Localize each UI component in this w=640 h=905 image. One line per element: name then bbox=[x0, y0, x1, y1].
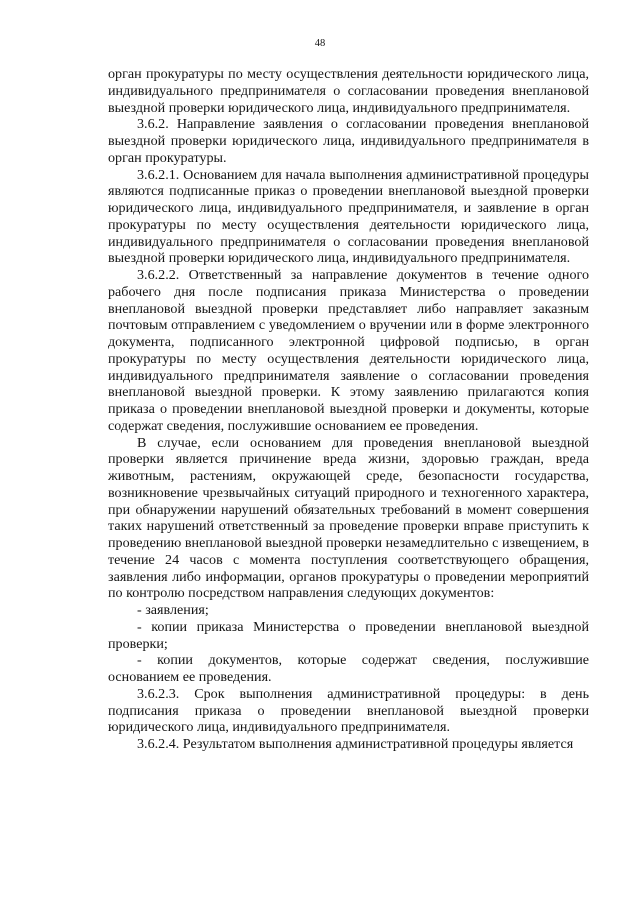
page-number: 48 bbox=[314, 38, 326, 49]
paragraph-continuation: орган прокуратуры по месту осуществления деятельности юридического лица, индивидуального предпринимателя о согласовании проведения внеплановой выездной проверки юридического лица, индивидуального предпринимателя. bbox=[108, 66, 589, 116]
list-item-applications: - заявления; bbox=[137, 602, 209, 618]
paragraph-urgent-case: В случае, если основанием для проведения внеплановой выездной проверки является причинение вреда жизни, здоровью граждан, вреда животным, растениям, окружающей среде, безопасности государства, возникновение чрезвычайных ситуаций природного и техногенного характера, при обнаружении нарушений обязательных требований в момент совершения таких нарушений ответственный за проведение проверки вправе приступить к проведению внеплановой выездной проверки незамедлительно с извещением, в течение 24 часов с момента поступления соответствующего обращения, заявления либо информации, органов прокуратуры о проведении мероприятий по контролю посредством направления следующих документов: bbox=[108, 434, 589, 602]
paragraph-section-3-6-2-3: 3.6.2.3. Срок выполнения административной процедуры: в день подписания приказа о проведении внеплановой выездной проверки юридического лица, индивидуального предпринимателя. bbox=[108, 685, 589, 736]
list-item-order-copy: - копии приказа Министерства о проведении внеплановой выездной проверки; bbox=[108, 618, 589, 652]
list-item-documents-copy: - копии документов, которые содержат сведения, послужившие основанием ее проведения. bbox=[108, 652, 589, 685]
paragraph-section-3-6-2: 3.6.2. Направление заявления о согласовании проведения внеплановой выездной проверки юридического лица, индивидуального предпринимателя в орган прокуратуры. bbox=[108, 116, 589, 166]
document-body bbox=[108, 66, 589, 753]
paragraph-section-3-6-2-1: 3.6.2.1. Основанием для начала выполнения административной процедуры являются подписанные приказ о проведении внеплановой выездной проверки юридического лица, индивидуального предпринимателя, и заявление в орган прокуратуры по месту осуществления деятельности юридического лица, индивидуального предпринимателя о согласовании проведения внеплановой выездной проверки юридического лица, индивидуального предпринимателя. bbox=[108, 166, 589, 267]
paragraph-section-3-6-2-4: 3.6.2.4. Результатом выполнения административной процедуры является bbox=[137, 736, 574, 752]
paragraph-section-3-6-2-2: 3.6.2.2. Ответственный за направление документов в течение одного рабочего дня после подписания приказа Министерства о проведении внеплановой выездной проверки представляет либо направляет заказным почтовым отправлением с уведомлением о вручении или в форме электронного документа, подписанного электронной цифровой подписью, в орган прокуратуры по месту осуществления деятельности юридического лица, индивидуального предпринимателя заявление о согласовании проведения внеплановой выездной проверки. К этому заявлению прилагаются копия приказа о проведении внеплановой выездной проверки и документы, которые содержат сведения, послужившие основанием ее проведения. bbox=[108, 267, 589, 434]
